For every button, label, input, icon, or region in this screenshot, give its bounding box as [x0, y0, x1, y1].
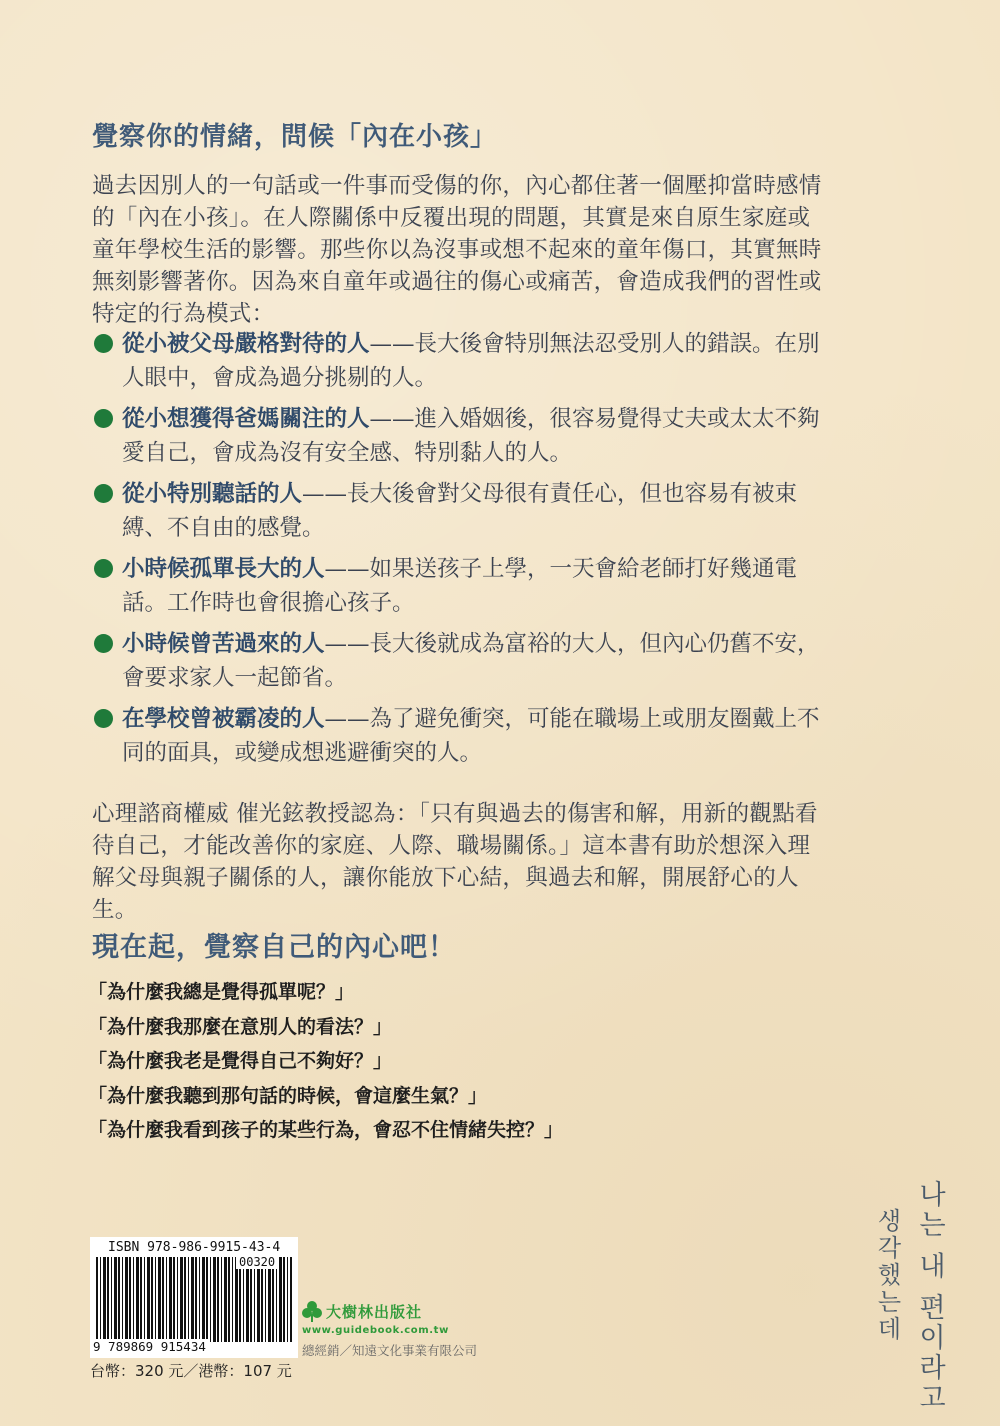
list-item	[92, 552, 832, 620]
distributor: 總經銷／知遠文化事業有限公司	[302, 1343, 478, 1358]
korean-title-line2: 생각했는데	[873, 1208, 901, 1343]
tree-icon	[302, 1300, 322, 1322]
list-item	[92, 627, 832, 695]
bullet-list	[92, 327, 832, 777]
price: 台幣：320 元／港幣：107 元	[90, 1362, 292, 1380]
closing-paragraph: 心理諮商權威 催光鉉教授認為：「只有與過去的傷害和解，用新的觀點看待自己，才能改善你的家庭、人際、職場關係。」這本書有助於想深入理解父母與親子關係的人，讓你能放下心結，與過去和解，開展舒心的人生。	[92, 801, 818, 923]
publisher-name: 大樹林出版社	[326, 1303, 423, 1321]
section2-title: 現在起，覺察自己的內心吧！	[92, 932, 456, 963]
bullet-icon	[94, 334, 113, 353]
isbn-text: ISBN 978-986-9915-43-4	[108, 1240, 281, 1255]
list-item	[92, 402, 832, 470]
barcode-addon: 00320	[236, 1255, 278, 1269]
bullet-icon	[94, 559, 113, 578]
bullet-icon	[94, 634, 113, 653]
item-text: ——長大後就成為富裕的大人，但內心仍舊不安，會要求家人一起節省。	[122, 631, 820, 691]
bullet-icon	[94, 484, 113, 503]
question: 「為什麼我老是覺得自己不夠好？」	[88, 1050, 393, 1072]
item-text: ——為了避免衝突，可能在職場上或朋友圈戴上不同的面具，或變成想逃避衝突的人。	[122, 706, 820, 766]
bullet-icon	[94, 709, 113, 728]
korean-title-line1: 나는 내 편이라고	[914, 1180, 945, 1414]
question: 「為什麼我那麼在意別人的看法？」	[88, 1015, 393, 1038]
item-heading: 小時候曾苦過來的人	[122, 631, 325, 657]
barcode-bars	[96, 1257, 292, 1342]
question: 「為什麼我總是覺得孤單呢？」	[88, 981, 355, 1003]
item-text: ——長大後會特別無法忍受別人的錯誤。在別人眼中，會成為過分挑剔的人。	[122, 331, 820, 391]
list-item	[92, 327, 832, 395]
item-text: ——長大後會對父母很有責任心，但也容易有被束縛、不自由的感覺。	[122, 481, 798, 541]
section-title: 覺察你的情緒，問候「內在小孩」	[92, 122, 498, 152]
barcode-digits: 9 789869 915434	[93, 1339, 210, 1354]
item-heading: 從小想獲得爸媽關注的人	[122, 406, 370, 432]
item-text: ——如果送孩子上學，一天會給老師打好幾通電話。工作時也會很擔心孩子。	[122, 556, 798, 616]
item-heading: 在學校曾被霸凌的人	[122, 706, 325, 732]
item-heading: 小時候孤單長大的人	[122, 556, 325, 582]
question-list	[88, 975, 563, 1148]
barcode	[90, 1237, 298, 1358]
publisher-logo	[302, 1300, 423, 1326]
item-text: ——進入婚姻後，很容易覺得丈夫或太太不夠愛自己，會成為沒有安全感、特別黏人的人。	[122, 406, 820, 466]
list-item	[92, 477, 832, 545]
publisher-url: www.guidebook.com.tw	[302, 1325, 449, 1336]
intro-paragraph: 過去因別人的一句話或一件事而受傷的你，內心都住著一個壓抑當時感情的「內在小孩」。在人際關係中反覆出現的問題，其實是來自原生家庭或童年學校生活的影響。那些你以為沒事或想不起來的童年傷口，其實無時無刻影響著你。因為來自童年或過往的傷心或痛苦，會造成我們的習性或特定的行為模式：	[92, 173, 822, 327]
question: 「為什麼我聽到那句話的時候，會這麼生氣？」	[88, 1084, 488, 1107]
question: 「為什麼我看到孩子的某些行為，會忍不住情緒失控？」	[88, 1119, 564, 1141]
item-heading: 從小特別聽話的人	[122, 481, 303, 507]
list-item	[92, 702, 832, 770]
item-heading: 從小被父母嚴格對待的人	[122, 331, 370, 357]
bullet-icon	[94, 409, 113, 428]
